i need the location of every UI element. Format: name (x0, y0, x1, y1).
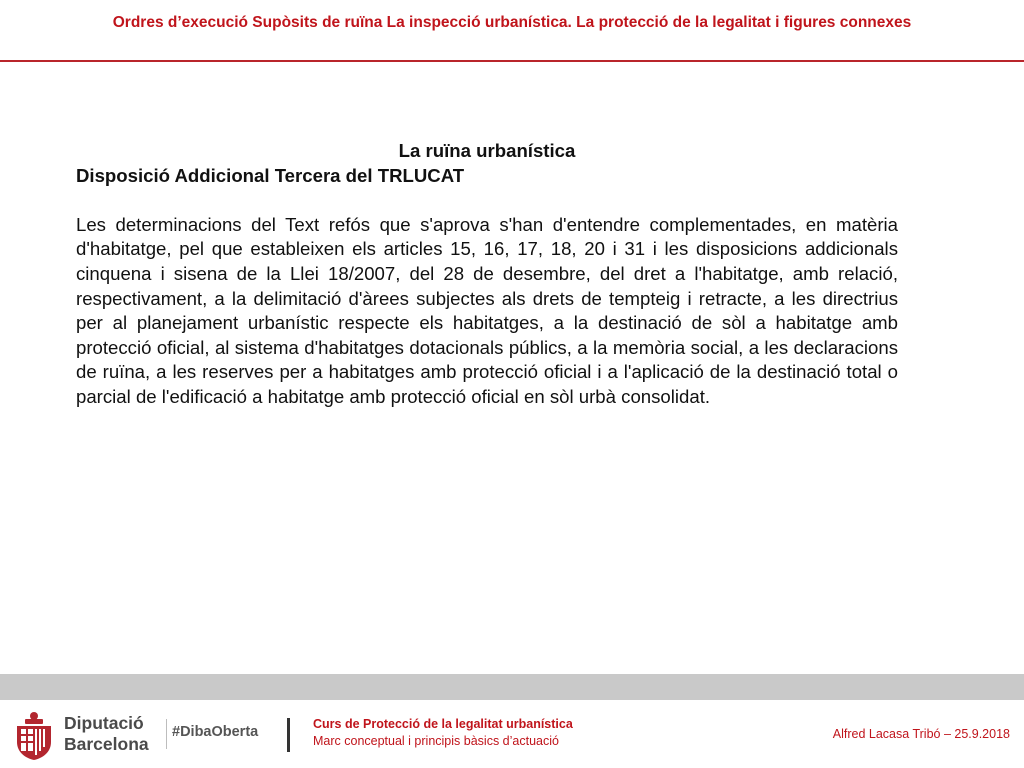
course-title: Curs de Protecció de la legalitat urbanística (313, 717, 573, 731)
slide-footer (0, 700, 1024, 768)
content-body: Les determinacions del Text refós que s'aprova s'han d'entendre complementades, en matèria d'habitatge, pel que estableixen els articles 15, 16, 17, 18, 20 i 31 i les disposicions addicionals cinquena i sisena de la Llei 18/2007, del 28 de desembre, del dret a l'habitatge, amb relació, respectivament, a la delimitació d'àrees subjectes als drets de tempteig i retracte, a les directrius per al planejament urbanístic respecte els habitatges, a la destinació de sòl a habitatge amb protecció oficial, al sistema d'habitatges dotacionals públics, a la memòria social, a les declaracions de ruïna, a les reserves per a habitatges amb protecció oficial i a l'aplicació de la destinació total o parcial de l'edificació a habitatge amb protecció oficial en sòl urbà consolidat. (76, 213, 898, 407)
diputacio-barcelona-logo (11, 710, 161, 760)
footer-band (0, 674, 1024, 700)
logo-line-1: Diputació (64, 713, 144, 733)
slide-content (76, 139, 898, 410)
diputacio-barcelona-shield-icon (11, 710, 57, 760)
slide-title: Ordres d’execució Supòsits de ruïna La inspecció urbanística. La protecció de la legalitat i figures connexes (112, 14, 912, 31)
slide-header (0, 0, 1024, 62)
content-subheading: Disposició Addicional Tercera del TRLUCAT (76, 164, 465, 186)
content-heading: La ruïna urbanística (398, 140, 576, 161)
logo-line-2: Barcelona (64, 734, 149, 754)
hashtag-label: #DibaOberta (172, 724, 259, 740)
logo-wordmark (64, 713, 149, 755)
footer-divider (287, 718, 290, 752)
course-subtitle: Marc conceptual i principis bàsics d’actuació (313, 734, 559, 748)
author-date: Alfred Lacasa Tribó – 25.9.2018 (832, 727, 1010, 741)
course-info (313, 716, 573, 750)
hashtag-divider (166, 719, 167, 749)
header-divider (0, 60, 1024, 62)
